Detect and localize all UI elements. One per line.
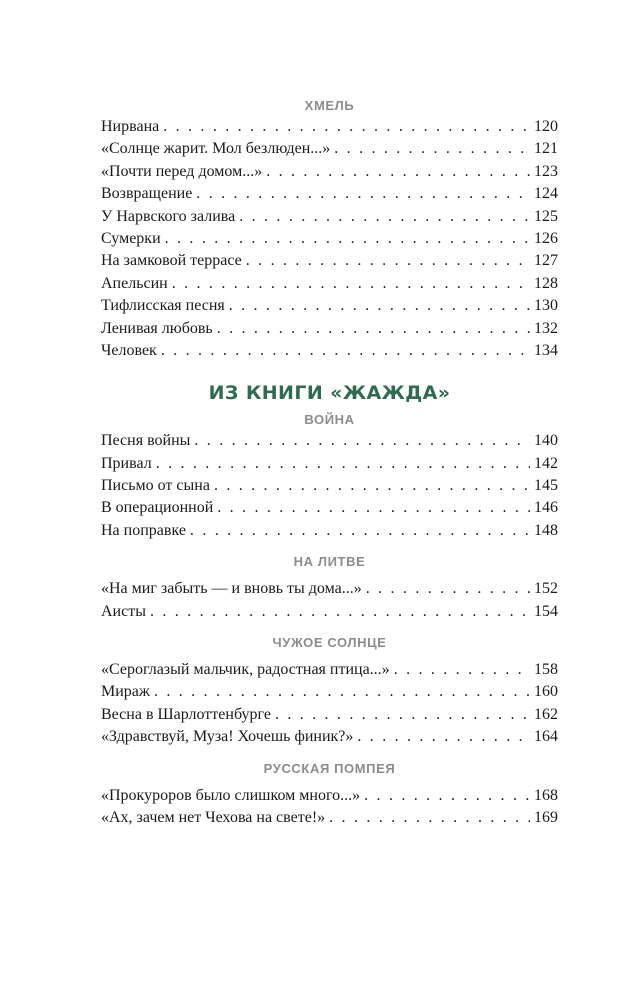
toc-entry-title: Песня войны [101, 432, 191, 450]
toc-entry-page: 134 [534, 341, 558, 359]
toc-entry [101, 497, 558, 519]
toc-entry-page: 124 [534, 185, 558, 203]
toc-entry-page: 130 [534, 297, 558, 315]
toc-leader-dots [217, 497, 530, 519]
toc-entry-page: 142 [534, 454, 558, 472]
toc-leader-dots [364, 785, 530, 807]
toc-entry-title: «Почти перед домом...» [101, 162, 263, 180]
toc-entry [101, 430, 558, 452]
toc-leader-dots [275, 704, 530, 726]
spacer [101, 749, 558, 759]
toc-entry [101, 704, 558, 726]
toc-entry [101, 183, 558, 205]
toc-list-na-litve [101, 578, 558, 623]
toc-leader-dots [161, 340, 530, 362]
toc-entry-title: На поправке [101, 521, 186, 539]
toc-entry-page: 132 [534, 319, 558, 337]
toc-entry [101, 138, 558, 160]
toc-entry [101, 475, 558, 497]
toc-entry-title: «Солнце жарит. Мол безлюден...» [101, 140, 331, 158]
section-title-russkaya-pompeya: РУССКАЯ ПОМПЕЯ [263, 760, 396, 776]
section-title-na-litve: НА ЛИТВЕ [293, 554, 366, 570]
toc-leader-dots [165, 228, 530, 250]
toc-leader-dots [357, 726, 530, 748]
section-title-hmel: ХМЕЛЬ [304, 98, 355, 113]
toc-leader-dots [246, 250, 530, 272]
toc-entry-page: 145 [534, 477, 558, 495]
toc-entry [101, 807, 558, 829]
toc-leader-dots [156, 453, 530, 475]
toc-entry [101, 681, 558, 703]
toc-entry-page: 162 [534, 705, 558, 723]
toc-entry-title: Тифлисская песня [101, 297, 225, 315]
toc-entry-page: 154 [534, 602, 558, 620]
toc-entry-page: 140 [534, 432, 558, 450]
toc-entry-title: Сумерки [101, 229, 161, 247]
toc-entry-page: 160 [534, 683, 558, 701]
toc-entry [101, 785, 558, 807]
table-of-contents [101, 96, 558, 829]
toc-entry-title: Мираж [101, 683, 150, 701]
toc-entry-title: В операционной [101, 499, 214, 517]
toc-entry [101, 601, 558, 623]
toc-entry-page: 128 [534, 274, 558, 292]
toc-entry-title: Нирвана [101, 118, 160, 135]
toc-entry-page: 125 [534, 207, 558, 225]
toc-leader-dots [366, 578, 530, 600]
toc-entry-title: Аисты [101, 602, 146, 620]
toc-entry-page: 127 [534, 252, 558, 270]
toc-entry-page: 121 [534, 140, 558, 158]
toc-entry [101, 228, 558, 250]
toc-entry [101, 206, 558, 228]
toc-entry [101, 116, 558, 138]
toc-list-russkaya-pompeya [101, 785, 558, 830]
toc-leader-dots [394, 659, 530, 681]
toc-entry-title: Ленивая любовь [101, 319, 213, 337]
toc-entry-title: На замковой террасе [101, 252, 242, 270]
toc-entry-title: У Нарвского залива [101, 207, 236, 225]
toc-entry [101, 659, 558, 681]
toc-list-voyna [101, 430, 558, 542]
toc-entry-page: 164 [534, 728, 558, 746]
toc-entry-title: «На миг забыть — и вновь ты дома...» [101, 580, 362, 598]
book-title: ИЗ КНИГИ «ЖАЖДА» [208, 382, 451, 405]
toc-entry [101, 250, 558, 272]
toc-entry-page: 168 [534, 786, 558, 804]
toc-entry [101, 161, 558, 183]
toc-entry-page: 146 [534, 499, 558, 517]
toc-entry-title: Привал [101, 454, 152, 472]
toc-entry-title: Весна в Шарлоттенбурге [101, 705, 271, 723]
toc-entry-title: Апельсин [101, 274, 168, 292]
toc-entry-page: 158 [534, 661, 558, 679]
toc-entry [101, 273, 558, 295]
toc-leader-dots [229, 295, 530, 317]
toc-entry-title: Возвращение [101, 185, 193, 203]
toc-leader-dots [150, 601, 530, 623]
toc-leader-dots [266, 161, 530, 183]
toc-list-hmel [101, 116, 558, 362]
spacer [101, 542, 558, 552]
toc-leader-dots [194, 430, 530, 452]
toc-entry-title: «Прокуроров было слишком много...» [101, 786, 361, 804]
toc-entry [101, 340, 558, 362]
toc-leader-dots [154, 681, 530, 703]
toc-entry [101, 318, 558, 340]
toc-entry [101, 453, 558, 475]
toc-entry-title: «Ах, зачем нет Чехова на свете!» [101, 808, 326, 826]
spacer [101, 623, 558, 633]
section-title-chuzhoe-solntse: ЧУЖОЕ СОЛНЦЕ [272, 635, 387, 651]
toc-entry-page: 126 [534, 229, 558, 247]
toc-leader-dots [214, 475, 530, 497]
section-title-voyna: ВОЙНА [304, 412, 355, 428]
toc-entry-page: 123 [534, 162, 558, 180]
toc-leader-dots [163, 116, 530, 138]
toc-entry-title: «Сероглазый мальчик, радостная птица...» [101, 661, 390, 679]
toc-entry-page: 152 [534, 580, 558, 598]
toc-leader-dots [172, 273, 530, 295]
toc-entry-page: 120 [534, 118, 558, 135]
toc-leader-dots [217, 318, 530, 340]
toc-entry-title: «Здравствуй, Муза! Хочешь финик?» [101, 728, 354, 746]
toc-leader-dots [196, 183, 530, 205]
toc-entry [101, 295, 558, 317]
toc-leader-dots [329, 807, 530, 829]
toc-list-chuzhoe-solntse [101, 659, 558, 749]
toc-entry-title: Человек [101, 341, 157, 359]
toc-leader-dots [190, 520, 530, 542]
toc-entry-page: 148 [534, 521, 558, 539]
spacer [101, 362, 558, 376]
toc-entry [101, 578, 558, 600]
toc-leader-dots [334, 138, 530, 160]
toc-entry [101, 726, 558, 748]
toc-entry-page: 169 [534, 808, 558, 826]
toc-leader-dots [239, 206, 530, 228]
toc-entry [101, 520, 558, 542]
toc-entry-title: Письмо от сына [101, 477, 210, 495]
